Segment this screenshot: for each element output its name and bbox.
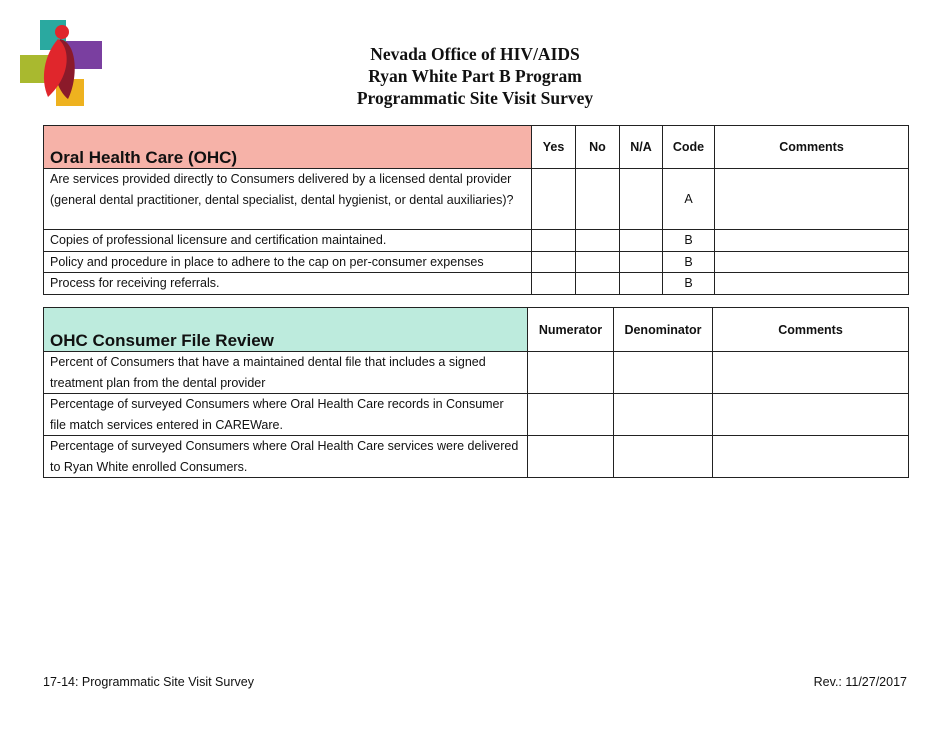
table-row [44,436,909,478]
yes-cell[interactable] [532,251,576,273]
file-review-header-row [44,308,909,352]
col-code: Code [663,126,715,169]
code-cell: A [663,169,715,230]
question-text: Process for receiving referrals. [44,273,532,295]
col-comments: Comments [713,308,909,352]
na-cell[interactable] [620,230,663,252]
table-row [44,394,909,436]
no-cell[interactable] [576,230,620,252]
yes-cell[interactable] [532,273,576,295]
table-row [44,251,909,273]
header-line-2: Ryan White Part B Program [368,66,582,86]
oral-health-care-table [43,125,909,295]
footer-form-id: 17-14: Programmatic Site Visit Survey [43,675,254,689]
code-cell: B [663,230,715,252]
table-row [44,273,909,295]
comments-cell[interactable] [713,394,909,436]
yes-cell[interactable] [532,230,576,252]
file-review-title: OHC Consumer File Review [44,308,528,352]
table-row [44,352,909,394]
ohc-header-row [44,126,909,169]
document-header [0,43,950,109]
col-na: N/A [620,126,663,169]
comments-cell[interactable] [715,273,909,295]
table-row [44,230,909,252]
question-text: Policy and procedure in place to adhere to the cap on per-consumer expenses [44,251,532,273]
no-cell[interactable] [576,169,620,230]
na-cell[interactable] [620,251,663,273]
numerator-cell[interactable] [528,436,614,478]
measure-text: Percent of Consumers that have a maintained dental file that includes a signed treatment plan from the dental provider [44,352,528,394]
no-cell[interactable] [576,251,620,273]
denominator-cell[interactable] [614,436,713,478]
footer-revision-date: Rev.: 11/27/2017 [813,675,907,689]
na-cell[interactable] [620,273,663,295]
file-review-table [43,307,909,478]
denominator-cell[interactable] [614,352,713,394]
yes-cell[interactable] [532,169,576,230]
col-no: No [576,126,620,169]
measure-text: Percentage of surveyed Consumers where Oral Health Care records in Consumer file match services entered in CAREWare. [44,394,528,436]
comments-cell[interactable] [715,230,909,252]
col-comments: Comments [715,126,909,169]
comments-cell[interactable] [713,352,909,394]
col-numerator: Numerator [528,308,614,352]
measure-text: Percentage of surveyed Consumers where Oral Health Care services were delivered to Ryan White enrolled Consumers. [44,436,528,478]
question-text: Are services provided directly to Consumers delivered by a licensed dental provider (general dental practitioner, dental specialist, dental hygienist, or dental auxiliaries)? [44,169,532,230]
denominator-cell[interactable] [614,394,713,436]
numerator-cell[interactable] [528,352,614,394]
col-yes: Yes [532,126,576,169]
code-cell: B [663,251,715,273]
col-denominator: Denominator [614,308,713,352]
table-row [44,169,909,230]
header-line-3: Programmatic Site Visit Survey [356,88,594,108]
comments-cell[interactable] [715,169,909,230]
code-cell: B [663,273,715,295]
question-text: Copies of professional licensure and certification maintained. [44,230,532,252]
comments-cell[interactable] [715,251,909,273]
na-cell[interactable] [620,169,663,230]
ohc-title: Oral Health Care (OHC) [44,126,532,169]
header-line-1: Nevada Office of HIV/AIDS [370,44,580,64]
comments-cell[interactable] [713,436,909,478]
numerator-cell[interactable] [528,394,614,436]
no-cell[interactable] [576,273,620,295]
